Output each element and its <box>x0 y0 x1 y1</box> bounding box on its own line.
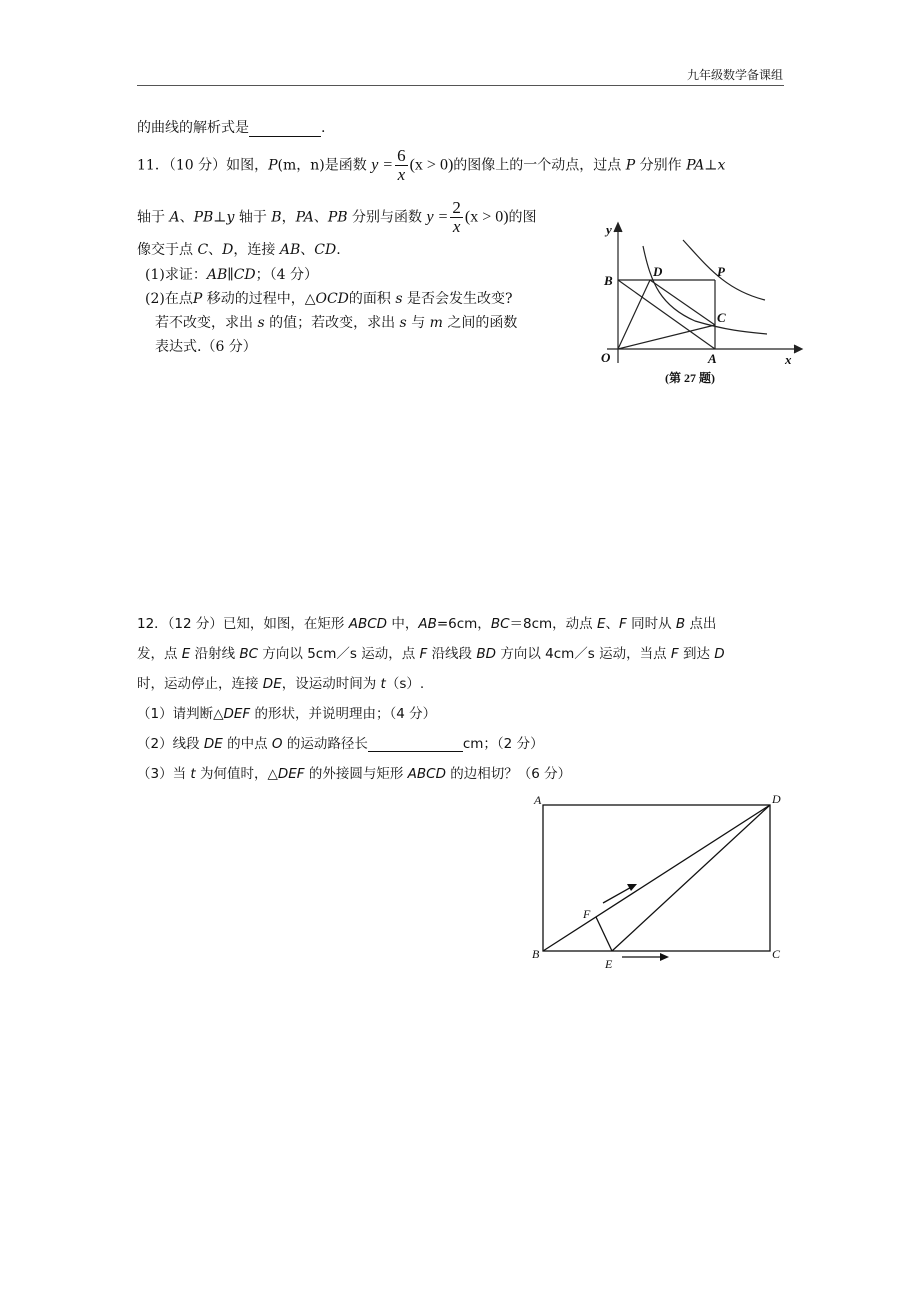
segment-ef <box>596 917 612 951</box>
q12-part2: （2）线段 DE 的中点 O 的运动路径长 cm；（2 分） <box>137 736 544 752</box>
q11-part1: (1)求证：AB∥CD；（4 分） <box>145 267 319 283</box>
header-rule <box>137 85 784 86</box>
q11-figure <box>595 218 810 388</box>
q11-part2-line3: 表达式.（6 分） <box>155 339 257 355</box>
answer-blank <box>368 737 463 752</box>
label-C: C <box>772 947 781 961</box>
segment-cd <box>650 280 715 325</box>
label-y: y <box>606 222 612 237</box>
arrow-f-head <box>627 884 637 891</box>
label-B: B <box>604 273 613 288</box>
q12-line1: 12．（12 分）已知，如图，在矩形 ABCD 中，AB=6cm，BC＝8cm，动点 E、F 同时从 B 点出 <box>137 616 717 632</box>
q11-line3: 像交于点 C、D，连接 AB、CD. <box>137 242 341 258</box>
x-arrow <box>794 345 802 353</box>
segment-oc <box>618 325 715 349</box>
q11-line1: 11．（10 分）如图，P(m，n)是函数 y = $\frac{6}{x}$ (x > 0)的图像上的一个动点，过点 P 分别作 PA⊥x <box>137 146 726 184</box>
label-E: E <box>605 957 613 971</box>
q12-line2: 发，点 E 沿射线 BC 方向以 5cm／s 运动，点 F 沿线段 BD 方向以 4cm／s 运动，当点 F 到达 D <box>137 646 725 662</box>
figure-caption: (第 27 题) <box>665 371 715 385</box>
answer-blank <box>249 122 321 137</box>
label-O: O <box>601 350 611 365</box>
label-D: D <box>653 264 663 279</box>
label-A: A <box>534 793 542 807</box>
q12-part3: （3）当 t 为何值时，△DEF 的外接圆与矩形 ABCD 的边相切？（6 分） <box>137 766 572 782</box>
label-A: A <box>708 351 717 366</box>
q11-line2: 轴于 A、PB⊥y 轴于 B，PA、PB 分别与函数 y = $\frac{2}{x}$ (x > 0)的图 <box>137 198 537 236</box>
q12-part1: （1）请判断△DEF 的形状，并说明理由；（4 分） <box>137 706 437 722</box>
q11-part2-line1: (2)在点P 移动的过程中，△OCD的面积 s 是否会发生改变? <box>145 291 513 307</box>
q11-part2-line2: 若不改变，求出 s 的值；若改变，求出 s 与 m 之间的函数 <box>155 315 518 331</box>
label-D: D <box>772 792 781 806</box>
arrow-e-head <box>660 953 669 961</box>
segment-od <box>618 280 650 349</box>
segment-de <box>612 805 770 951</box>
label-P: P <box>717 264 725 279</box>
fraction-2-over-x: $\frac{2}{x}$ <box>452 198 461 236</box>
q12-figure <box>525 788 787 973</box>
prev-question-tail: 的曲线的解析式是 . <box>137 120 326 136</box>
curve-2-over-x <box>643 246 767 334</box>
q12-line3: 时，运动停止，连接 DE，设运动时间为 t（s）. <box>137 676 425 692</box>
fraction-6-over-x: $\frac{6}{x}$ <box>397 146 406 184</box>
y-arrow <box>614 223 622 232</box>
label-C: C <box>717 310 726 325</box>
diagonal-bd <box>543 805 770 951</box>
label-x: x <box>785 352 792 367</box>
header-title: 九年级数学备课组 <box>686 68 783 82</box>
label-B: B <box>532 947 540 961</box>
label-F: F <box>583 907 591 921</box>
